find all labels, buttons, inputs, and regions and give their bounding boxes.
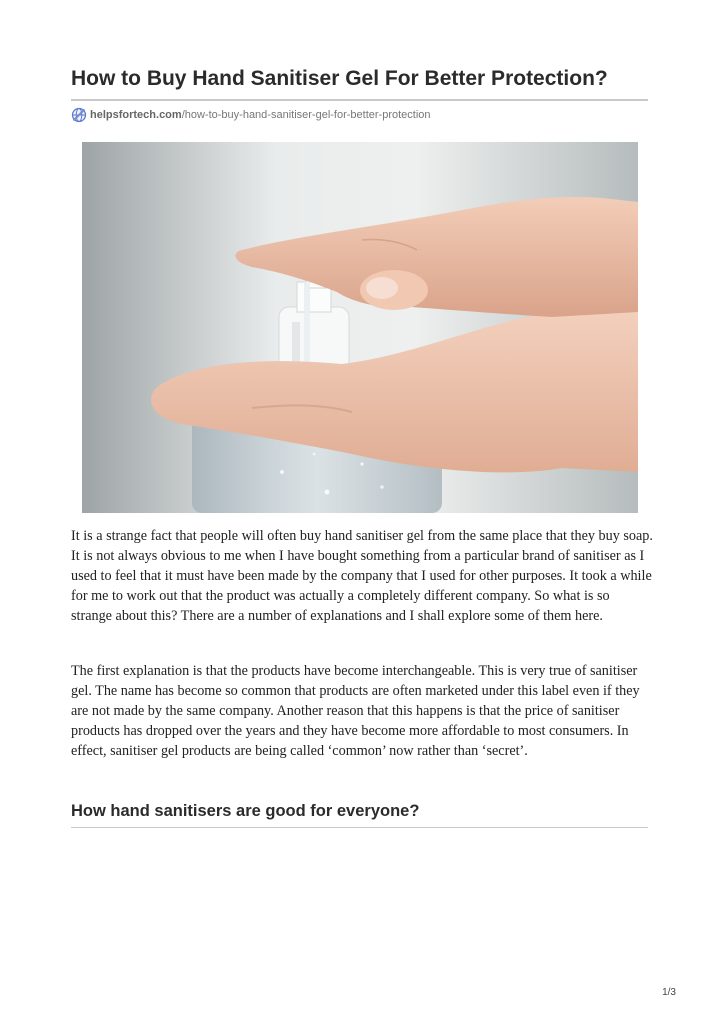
globe-link-icon xyxy=(71,107,87,123)
source-path[interactable]: /how-to-buy-hand-sanitiser-gel-for-better-protection xyxy=(181,109,431,121)
source-link[interactable] xyxy=(71,106,431,124)
title-divider xyxy=(71,99,648,101)
section-heading: How hand sanitisers are good for everyone? xyxy=(71,802,420,820)
page-indicator: 1/3 xyxy=(662,987,676,998)
page-title: How to Buy Hand Sanitiser Gel For Better Protection? xyxy=(71,67,608,90)
paragraph-2: The first explanation is that the products have become interchangeable. This is very true of sanitiser gel. The name has become so common that products are often marketed under this label even if they are not made by the same company. Another reason that this happens is that the price of sanitiser products has dropped over the years and they have become more affordable to most consumers. In effect, sanitiser gel products are being called ‘common’ now rather than ‘secret’. xyxy=(71,663,640,759)
source-domain[interactable]: helpsfortech.com xyxy=(90,109,182,121)
hands-with-sanitiser-pump-photo xyxy=(82,142,638,513)
section-divider xyxy=(71,827,648,828)
paragraph-1: It is a strange fact that people will often buy hand sanitiser gel from the same place that they buy soap. It is not always obvious to me when I have bought something from a particular brand of sanitiser as I used to feel that it must have been made by the company that I used for other purposes. It took a while for me to work out that the product was actually a completely different company. So what is so strange about this? There are a number of explanations and I shall explore some of them here. xyxy=(71,528,653,624)
